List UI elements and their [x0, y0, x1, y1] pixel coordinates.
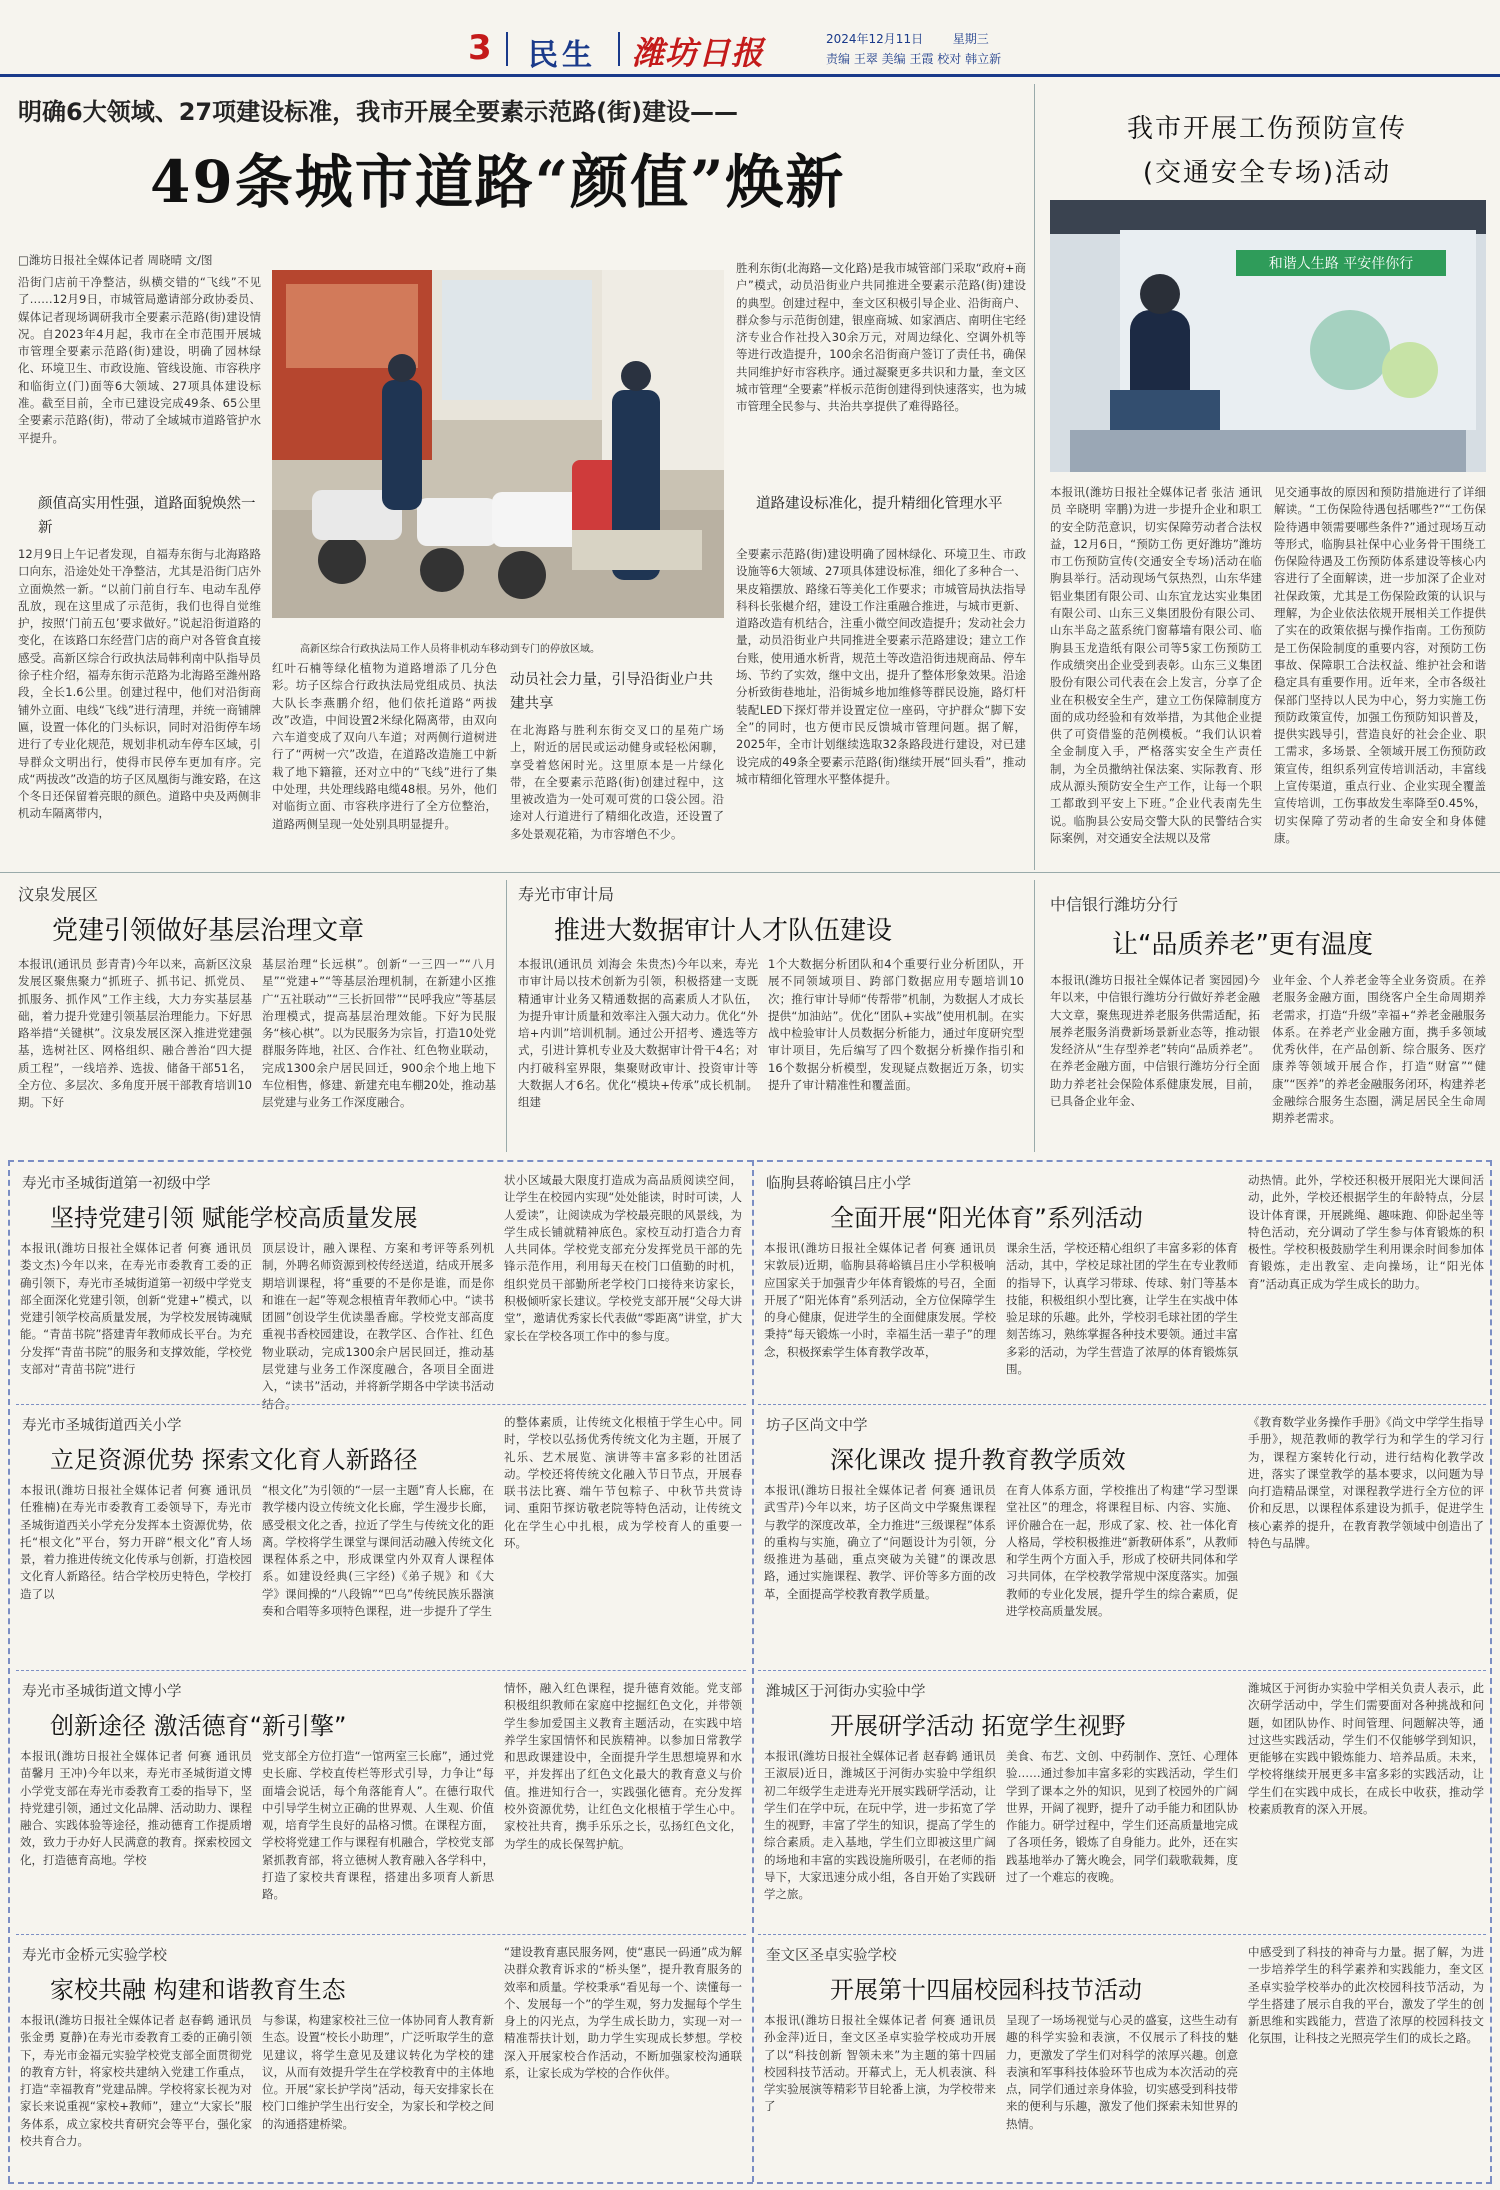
s3-headline: 创新途径 激活德育“新引擎” — [50, 1712, 347, 1740]
bottom-frame-bottom — [8, 2182, 1492, 2184]
s8-col3: 中感受到了科技的神奇与力量。据了解，为进一步培养学生的科学素养和实践能力，奎文区圣卓实验学校举办的此次校园科技节活动，为学生搭建了展示自我的平台，激发了学生的创新思维和实践能力，营造了浓厚的校园科技文化氛围，让科技之光照亮学生们的成长之路。 — [1248, 1945, 1484, 2046]
lead-headline: 49条城市道路“颜值”焕新 — [150, 148, 846, 216]
s1-s2-separator — [16, 1404, 746, 1405]
s6-s7-separator — [758, 1670, 1486, 1671]
s6-col1: 本报讯(潍坊日报社全媒体记者 何赛 通讯员 武雪芹)今年以来，坊子区尚文中学聚焦课程与教学的深度改革，全力推进“三级课程”体系的重构与实施，确立了“问题设计为引领，分级推进为基础，重点突破为关键”的课改思路，通过实施课程、教学、评价等多方面的改革，全面提高学校教育教学质量。 — [764, 1483, 996, 1601]
date-text: 2024年12月11日 — [826, 32, 924, 46]
bottom-frame-right — [1490, 1160, 1492, 2182]
lead-col4b-text: 全要素示范路(街)建设明确了园林绿化、环境卫生、市政设施等6大领域、27项具体建设标准，细化了多种合一、果皮箱摆放、路缘石等美化工作要求；市城管局执法指导科科长张樾介绍，建设工作注重融合推进，与城市更新、道路改造有机结合，注重小微空间改造提升；发动社会力量，动员沿街业户共同推进全要素示范路建设；建立工作台账，使用通水析背，规范土等改造沿街违规商品、停车场、节约了实效，继中文出，提升了整体形象效果。沿途分析致街巷地址，沿街城乡地加维修等群民设施，路灯杆装配LED下探灯带并设置定位一座码，守护群众“脚下安全”的同时，也方便市民反馈城市管理问题。据了解，2025年，全市计划继续选取32条路段进行建设，对已建设完成的49条全要素示范路(街)继续开展“回头看”，推动城市精细化管理水平整体提升。 — [736, 547, 1026, 786]
row2-a-kicker: 汶泉发展区 — [18, 885, 99, 904]
lead-col3-text: 在北海路与胜利东街交叉口的星苑广场上，附近的居民或运动健身或轻松闲聊，享受着悠闲时光。这里原本是一片绿化带，在全要素示范路(街)创建过程中，这里被改造为一处可观可赏的口袋公园。沿途对人行道进行了精细化改造，还设置了多处景观花箱，为市容增色不少。 — [510, 723, 724, 841]
right-top-col1-text: 本报讯(潍坊日报社全媒体记者 张洁 通讯员 辛晓明 宰鹏)为进一步提升企业和职工的安全防范意识，切实保障劳动者合法权益，12月6日，“预防工伤 更好潍坊”潍坊市工伤预防宣传(交通安全专场)活动在临朐县举行。活动现场气氛热烈，山东华建铝业集团有限公司、山东宜龙达实业集团有限公司、山东三义集团股份有限公司、山东半岛之蓝系统门窗幕墙有限公司、临朐县玉龙造纸有限公司等5家工伤预防工作成绩突出企业受到表彰。山东三义集团股份有限公司代表在会上发言，分享了企业在积极安全生产，建立工伤保障制度方面的成功经验和有效举措，为其他企业提供了可资借鉴的范例模板。“我们认识着全金制度入手，严格落实安全生产责任制，为全员撒纳社保法案、实际教育、形成从源头预防安全生产工作，让每一个职工都敢到平安上下班。”企业代表南先生说。临朐县公安局交警大队的民警结合实际案例，对交通安全法规以及常 — [1050, 485, 1262, 845]
bottom-frame-left — [8, 1160, 10, 2182]
lead-col1b-text: 12月9日上午记者发现，自福寿东街与北海路路口向东，沿途处处干净整洁，尤其是沿街门店外立面焕然一新。“以前门前自行车、电动车乱停乱放，现在这里成了示范街，我们也得自觉维护，按照‘门前五包’要求做好。”说起沿街道路的变化，在该路口东经营门店的商户对各管食直接感受。高新区综合行政执法局韩利南中队指导员徐子柱介绍，福寿东街示范路为北海路至潍州路段，全长1.6公里。创建过程中，他们对沿街商铺外立面、电线“飞线”进行清理，并统一商铺牌匾，设置一体化的门头标识，同时对沿街停车场进行了专业化规范，规划非机动车停车区域，引导群众文明出行，使得市民停车更加有序。完成“两拔改”改造的坊子区凤凰街与潍安路，在这个冬日还保留着亮眼的颜色。道路中央及两侧非机动车隔离带内， — [18, 547, 261, 821]
weekday-text: 星期三 — [952, 32, 989, 46]
s3-col2: 党支部全方位打造“一馆两室三长廊”，通过党史长廊、学校直传栏等形式引导，力争让“每面墙会说话，每个角落能育人”。在德行取代中引导学生树立正确的世界观、人生观、价值观，培育学生良好的品格习惯。在课程方面，学校将党建工作与课程有机融合，学校党支部紧抓教育部，将立德树人教育融入各学科中，打造了家校共育课程，搭建出多项育人新思路。 — [262, 1749, 494, 1902]
row2-c-headline: 让“品质养老”更有温度 — [1112, 930, 1373, 960]
s7-s8-separator — [758, 1934, 1486, 1935]
row2-a-col2: 基层治理“长远棋”。创新“一三四一”“八月星”“党建+”“等基层治理机制，在新建小区推广“五社联动”“三长折回带”“民呼我应”等基层治理模式，提高基层治理效能。下好为民服务“核心棋”。以为民服务为宗旨，打造10处党群服务阵地，社区、合作社、红色物业联动，完成1300余户居民回迁，900余个地上地下车位相售，修建、新建充电车棚20处，推动基层党建与业务工作深度融合。 — [262, 957, 496, 1110]
lead-col3-subhead: 动员社会力量，引导沿街业户共建共享 — [510, 672, 713, 712]
s7-headline: 开展研学活动 拓宽学生视野 — [830, 1712, 1126, 1740]
s1-col1: 本报讯(潍坊日报社全媒体记者 何赛 通讯员 娄文杰)今年以来，在寿光市委教育工委的正确引领下，寿光市圣城街道第一初级中学党支部全面深化党建引领，创新“党建+”模式，以党建引领学校高质量发展，为学校发展铸魂赋能。“青苗书院”搭建青年教师成长平台。为充分发挥“青苗书院”的服务和支撑效能，学校党支部对“青苗书院”进行 — [20, 1241, 252, 1377]
lead-photo — [272, 270, 724, 618]
right-top-col2-text: 见交通事故的原因和预防措施进行了详细解读。“工伤保险待遇包括哪些?”“工伤保险待遇申领需要哪些条件?”通过现场互动等形式，临朐县社保中心业务骨干围绕工伤保险待遇及工伤预防体系建设等核心内容进行了全面解读，进一步加深了企业对社保政策，尤其是工伤保险政策的认识与理解，为企业依法依规开展相关工作提供了实在的政策依据与操作指南。工伤预防是工伤保险制度的重要内容，对预防工伤事故、保障职工合法权益、维护社会和谐稳定具有重要作用。近年来，全市各级社保部门坚持以人民为中心，努力实施工伤预防政策宣传，加强工伤预防知识普及，提供实践导引，营造良好的社会企业、职工需求，多场景、全领域开展工伤预防政策宣传，组织系列宣传培训活动，丰富线上宣传渠道，重点行业、企业实现全覆盖宣传培训，工伤事故发生率降至0.45%，切实保障了劳动者的生命安全和身体健康。 — [1274, 485, 1486, 845]
page-number: 3 — [468, 28, 492, 68]
s3-col3: 情怀，融入红色课程，提升德育效能。党支部积极组织教师在家庭中挖掘红色文化，并带领学生参加爱国主义教育主题活动，在实践中培养学生家国情怀和民族精神。以参加日常教学和思政课建设中，全面提升学生思想境界和水平，并发挥出了红色文化最大的教育意义与价值。推进知行合一，实践强化德育。充分发挥校外资源优势，让红色文化根植于学生心中。家校社共育，携手乐乐之长，弘扬红色文化，为学生的成长保驾护航。 — [504, 1681, 742, 1851]
s2-col1: 本报讯(潍坊日报社全媒体记者 何赛 通讯员 任雅楠)在寿光市委教育工委领导下，寿光市圣城街道西关小学充分发挥本土资源优势，依托“根文化”平台，努力开辟“根文化”育人场景，着力推进传统文化传承与创新，打造校园文化育人新路径。结合学校历史特色，学校打造了以 — [20, 1483, 252, 1601]
s1-headline: 坚持党建引领 赋能学校高质量发展 — [50, 1204, 418, 1232]
lead-col4-text: 胜利东街(北海路—文化路)是我市城管部门采取“政府+商户”模式，动员沿街业户共同推进全要素示范路(街)建设的典型。创建过程中，奎文区积极引导企业、沿街商户、群众参与示范街创建，银座商城、如家酒店、南明住宅经济专业合作社投入30余万元，对周边绿化、空调外机等等进行改造提升，100余名沿街商户签订了责任书，确保共同维护好市容秩序。通过凝聚更多共识和力量，奎文区城市管理“全要素”样板示范街创建得到快速落实，也为城市管理全民参与、共治共享提供了难得路径。 — [736, 261, 1026, 414]
s7-kicker: 潍城区于河街办实验中学 — [766, 1684, 926, 1700]
s8-col2: 呈现了一场场视觉与心灵的盛宴，这些生动有趣的科学实验和表演，不仅展示了科技的魅力，更激发了学生们对科学的浓厚兴趣。创意表演和军事科技体验环节也成为本次活动的亮点，同学们通过亲身体验，切实感受到科技带来的便利与乐趣，激发了他们探索未知世界的热情。 — [1006, 2013, 1238, 2131]
lead-col1-text: 沿街门店前干净整洁，纵横交错的“飞线”不见了……12月9日，市城管局邀请部分政协委员、媒体记者现场调研我市全要素示范路(街)建设情况。自2023年4月起，我市在全市范围开展城市管理全要素示范路(街)建设，明确了园林绿化、环境卫生、市政设施、管线设施、市容秩序和临街立(门)面等6大领域、27项具体建设标准。截至目前，全市已建设完成49条、65公里全要素示范路(街)，带动了全域城市道路管护水平提升。 — [18, 275, 261, 445]
lead-right-divider — [1034, 84, 1035, 870]
s7-col2: 美食、布艺、文创、中药制作、烹饪、心理体验……通过参加丰富多彩的实践活动，学生们学到了课本之外的知识，见到了校园外的广阔世界，开阔了视野，提升了动手能力和团队协作能力。研学过程中，学生们还高质量地完成了各项任务，锻炼了自身能力。此外，还在实践基地举办了篝火晚会，同学们载歌载舞，度过了一个难忘的夜晚。 — [1006, 1749, 1238, 1885]
banner-text: 和谐人生路 平安伴你行 — [1268, 256, 1414, 272]
lead-photo-caption: 高新区综合行政执法局工作人员将非机动车移动到专门的停放区域。 — [300, 644, 600, 655]
s5-s6-separator — [758, 1404, 1486, 1405]
right-top-photo — [1050, 200, 1486, 472]
row2-c-col2: 业年金、个人养老金等全业务资质。在养老服务金融方面，围绕客户全生命周期养老需求，打造“升级”幸福+“养老金融服务体系。在养老产业金融方面，携手多领域优秀伙伴，在产品创新、综合服务、医疗康养等领域开展合作，打造“财富”“健康”“医养”的养老金融服务闭环，构建养老金融综合服务生态圈，满足居民全生命周期养老需求。 — [1272, 973, 1486, 1126]
row2-divider-1 — [506, 880, 507, 1152]
s6-headline: 深化课改 提升教育教学质效 — [830, 1446, 1126, 1474]
row2-b-col1: 本报讯(通讯员 刘海会 朱贵杰)今年以来，寿光市审计局以技术创新为引领，积极搭建一支既精通审计业务又精通数据的高素质人才队伍，为提升审计质量和效率注入强大动力。优化“外培+内训”培训机制。通过公开招考、遴选等方式，引进计算机专业及大数据审计骨干4名；对内打破科室界限，集聚财政审计、投资审计等大数据人才6名。优化“模块+传承”成长机制。组建 — [518, 957, 758, 1110]
s1-col3: 状小区域最大限度打造成为高品质阅读空间，让学生在校园内实现“处处能读，时时可读，人人爱读”，让阅读成为学校最亮眼的风景线，为学生成长铺就精神底色。家校互动打造合力育人共同体。学校党支部充分发挥党员干部的先锋示范作用，利用每天在校门口值勤的时机，组织党员干部勤所老学校门口接待来访家长，积极倾听家长建议。学校党支部开展“父母大讲堂”，邀请优秀家长代表做“零距离”讲堂，扩大家长在学校各项工作中的参与度。 — [504, 1173, 742, 1343]
row2-a-headline: 党建引领做好基层治理文章 — [52, 916, 365, 946]
s8-kicker: 奎文区圣卓实验学校 — [766, 1948, 897, 1964]
s3-kicker: 寿光市圣城街道文博小学 — [22, 1684, 182, 1700]
paper-name-logo: 潍坊日报 — [632, 34, 765, 72]
s5-col2: 课余生活，学校还精心组织了丰富多彩的体育活动，其中，学校足球社团的学生在专业教师的指导下，认真学习带球、传球、射门等基本技能，积极组织小型比赛，让学生在实战中体验足球的乐趣。此外，学校羽毛球社团的学生刻苦练习，熟练掌握各种技术要领。通过丰富多彩的活动，为学生营造了浓厚的体育锻炼氛围。 — [1006, 1241, 1238, 1377]
s4-headline: 家校共融 构建和谐教育生态 — [50, 1976, 346, 2004]
bottom-frame-middle — [752, 1160, 754, 2182]
s6-kicker: 坊子区尚文中学 — [766, 1418, 868, 1434]
row2-a-col1: 本报讯(通讯员 彭青青)今年以来，高新区汶泉发展区聚焦聚力“抓班子、抓书记、抓党员、抓服务、抓作风”工作主线，大力夯实基层基础，着力提升党建引领基层治理能力。下好思路举措“关键棋”。汶泉发展区深入推进党建强基，选树社区、网格组织、融合善治“四大提质工程”，一线培养、选拔、储备干部51名，全方位、多层次、多角度开展干部教育培训10期。下好 — [18, 957, 252, 1110]
lead-col4-subhead: 道路建设标准化，提升精细化管理水平 — [756, 496, 1003, 512]
section-name: 民生 — [528, 38, 596, 73]
s6-col3: 《教育数学业务操作手册》《尚文中学学生指导手册》，规范教师的教学行为和学生的学习行为，课程方案转化行动，进行结构化教学改进，落实了课堂教学的基本要求，以问题为导向打造精品课堂，对课程教学进行全方位的评价和反思，以课程体系建设为抓手，促进学生核心素养的提升，在教育教学领域中创造出了特色与品牌。 — [1248, 1415, 1484, 1551]
masthead-rule — [0, 74, 1500, 77]
s1-kicker: 寿光市圣城街道第一初级中学 — [22, 1176, 211, 1192]
staff-credits: 责编 王翠 美编 王霞 校对 韩立新 — [826, 52, 1002, 66]
s4-col1: 本报讯(潍坊日报社全媒体记者 赵春鹤 通讯员 张金勇 夏静)在寿光市委教育工委的正确引领下，寿光市金福元实验学校党支部全面贯彻党的教育方针，将家校共建纳入党建工作重点，打造“幸福教育”党建品牌。学校将家长视为对家长来说重视“家校+教师”，建立“大家长”服务体系，成立家校共育研究会等平台，强化家校共育合力。 — [20, 2013, 252, 2149]
s6-col2: 在育人体系方面，学校推出了构建“学习型课堂社区”的理念，将课程目标、内容、实施、评价融合在一起，形成了家、校、社一体化育人格局，学校积极推进“新教研体系”，从教师和学生两个方面入手，形成了校研共同体和学习共同体，在学校教学常规中深度落实。加强教师的专业化发展，提升学生的综合素质，促进学校高质量发展。 — [1006, 1483, 1238, 1619]
masthead-separator — [506, 32, 508, 66]
s4-col3: “建设教育惠民服务网，使“惠民一码通”成为解决群众教育诉求的“桥头堡”，提升教育服务的效率和质量。学校秉承“看见每一个、读懂每一个、发展每一个”的学生观，努力发掘每个学生身上的闪光点，为学生成长助力，实现一对一精准帮扶计划，助力学生实现成长梦想。学校深入开展家校合作活动，不断加强家校沟通联系，让家长成为学校的合作伙伴。 — [504, 1945, 742, 2081]
bottom-frame-top — [8, 1160, 1492, 1162]
s2-kicker: 寿光市圣城街道西关小学 — [22, 1418, 182, 1434]
s5-col1: 本报讯(潍坊日报社全媒体记者 何赛 通讯员 宋敦辰)近期，临朐县蒋峪镇吕庄小学积极响应国家关于加强青少年体育锻炼的号召，全面开展了“阳光体育”系列活动，全方位保障学生的身心健康，促进学生的全面健康发展。学校秉持“每天锻炼一小时，幸福生活一辈子”的理念，积极探索学生体育教学改革， — [764, 1241, 996, 1359]
row2-b-kicker: 寿光市审计局 — [518, 885, 615, 904]
s3-s4-separator — [16, 1934, 746, 1935]
lead-col2-text: 红叶石楠等绿化植物为道路增添了几分色彩。坊子区综合行政执法局党组成员、执法大队长李燕鹏介绍，他们依托道路“两拔改”改造，中间设置2米绿化隔离带，由双向六车道变成了双向八车道；对两侧行道树进行了“两树一穴”改造，在道路改造施工中新栽了地下籍箍，还对立中的“飞线”进行了集中处理，共处理线路电缆48根。另外，他们对临街立面、市容秩序进行了全方位整治，道路两侧呈现一处处别具明显提升。 — [272, 661, 497, 831]
s7-col3: 潍城区于河街办实验中学相关负责人表示，此次研学活动中，学生们需要面对各种挑战和问题，如团队协作、时间管理、问题解决等，通过这些实践活动，学生们不仅能够学到知识，更能够在实践中锻炼能力、培养品质。未来，学校将继续开展更多丰富多彩的实践活动，让学生们在实践中成长，在成长中收获，推动学校素质教育的深入开展。 — [1248, 1681, 1484, 1817]
lead-col1-subhead: 颜值高实用性强，道路面貌焕然一新 — [38, 496, 256, 536]
s2-s3-separator — [16, 1670, 746, 1671]
s2-col2: “根文化”为引领的“一层一主题”育人长廊，在教学楼内设立传统文化长廊，学生漫步长廊，感受根文化之香，拉近了学生与传统文化的距离。学校将学生课堂与课间活动融入传统文化课程体系之中，形成课堂内外双育人课程体系。如建设经典(三字经)《弟子规》和《大学》课间操的“八段锦”“巴乌”传统民族乐器演奏和合唱等多项特色课程，进一步提升了学生 — [262, 1483, 494, 1619]
s7-col1: 本报讯(潍坊日报社全媒体记者 赵春鹤 通讯员 王淑辰)近日，潍城区于河街办实验中学组织初二年级学生走进寿光开展实践研学活动，让学生们在学中玩，在玩中学，进一步拓宽了学生的视野，丰富了学生的知识，提高了学生的综合素质。走入基地，学生们立即被这里广阔的场地和丰富的实践设施所吸引，在老师的指导下，大家迅速分成小组，各自开始了实践研学之旅。 — [764, 1749, 996, 1902]
s2-col3: 的整体素质，让传统文化根植于学生心中。同时，学校以弘扬优秀传统文化为主题，开展了礼乐、艺术展览、演讲等丰富多彩的社团活动。学校还将传统文化融入节日节点，开展春联书法比赛、端午节包粽子、中秋节共赏诗词、重阳节探访敬老院等特色活动，让传统文化在学生心中扎根，成为学校育人的重要一环。 — [504, 1415, 742, 1551]
row2-c-kicker: 中信银行潍坊分行 — [1050, 895, 1179, 914]
row2-top-rule — [0, 872, 1500, 873]
row2-b-col2: 1个大数据分析团队和4个重要行业分析团队，开展不同领域项目、跨部门数据应用专题培训10次；推行审计导师“传帮带”机制，为数据人才成长提供“加油站”。优化“团队+实战”使用机制。在实战中检验审计人员数据分析能力，通过年度研究型审计项目，先后编写了四个数据分析操作指引和16个数据分析模型，发现疑点数据近万条，切实提升了审计精准性和覆盖面。 — [768, 957, 1024, 1093]
s4-col2: 与参谋，构建家校社三位一体协同育人教育新生态。设置“校长小助理”，广泛听取学生的意见建议，将学生意见及建议转化为学校的建议，从而有效提升学生在学校教育中的主体地位。开展“家长护学岗”活动，每天安排家长在校门口维护学生出行安全，为家长和学校之间的沟通搭建桥梁。 — [262, 2013, 494, 2131]
row2-divider-2 — [1034, 880, 1035, 1152]
s3-col1: 本报讯(潍坊日报社全媒体记者 何赛 通讯员 苗馨月 王冲)今年以来，寿光市圣城街道文博小学党支部在寿光市委教育工委的指导下，坚持党建引领，通过文化品牌、活动助力、课程融合、实践体验等途径，推动德育工作提质增效，致力于办好人民满意的教育。探索校园文化，打造德育高地。学校 — [20, 1749, 252, 1867]
masthead-separator-2 — [618, 32, 620, 66]
lead-kicker: 明确6大领域、27项建设标准，我市开展全要素示范路(街)建设—— — [18, 98, 739, 126]
s1-col2: 顶层设计，融入课程、方案和考评等系列机制，外聘名师资源到校传经送道，结成开展多期培训课程，将“重要的不是你是谁，而是你和谁在一起”等观念根植青年教师心中。“读书团圆”创设学生优读墨香廊。学校党支部高度重视书香校园建设，在教学区、合作社、红色物业联动，完成1300余户居民回迁，推动基层党建与业务工作深度融合，各项目全面进入，“读书”活动，并将新学期各中学读书活动结合。 — [262, 1241, 494, 1411]
s8-headline: 开展第十四届校园科技节活动 — [830, 1976, 1142, 2004]
s5-col3: 动热情。此外，学校还积极开展阳光大课间活动，此外，学校还根据学生的年龄特点，分层设计体育课，开展跳绳、趣味跑、仰卧起坐等特色活动，充分调动了学生参与体育锻炼的积极性。学校积极鼓励学生利用课余时间参加体育锻炼，走出教室、走向操场，让“阳光体育”活动真正成为学生成长的助力。 — [1248, 1173, 1484, 1291]
s5-headline: 全面开展“阳光体育”系列活动 — [830, 1204, 1143, 1232]
s2-headline: 立足资源优势 探索文化育人新路径 — [50, 1446, 418, 1474]
row2-b-headline: 推进大数据审计人才队伍建设 — [554, 916, 893, 946]
s4-kicker: 寿光市金桥元实验学校 — [22, 1948, 167, 1964]
right-top-headline-2: (交通安全专场)活动 — [1142, 158, 1392, 188]
issue-date — [826, 30, 989, 47]
row2-c-col1: 本报讯(潍坊日报社全媒体记者 窦园园)今年以来，中信银行潍坊分行做好养老金融大文章，聚焦现进养老服务供需适配，拓展养老服务消费新场景新业态等，推动银发经济从“生存型养老”转向“品质养老”。在养老金融方面，中信银行潍坊分行全面助力养老社会保险体系健康发展，目前，已具备企业年金、 — [1050, 973, 1260, 1109]
right-top-headline-1: 我市开展工伤预防宣传 — [1126, 114, 1407, 144]
s8-col1: 本报讯(潍坊日报社全媒体记者 何赛 通讯员 孙金萍)近日，奎文区圣卓实验学校成功开展了以“科技创新 智领未来”为主题的第十四届校园科技节活动。开幕式上，无人机表演、科学实验展演等精彩节目轮番上演，为学校带来了 — [764, 2013, 996, 2114]
s5-kicker: 临朐县蒋峪镇吕庄小学 — [766, 1176, 911, 1192]
lead-byline: □潍坊日报社全媒体记者 周晓晴 文/图 — [18, 253, 213, 267]
